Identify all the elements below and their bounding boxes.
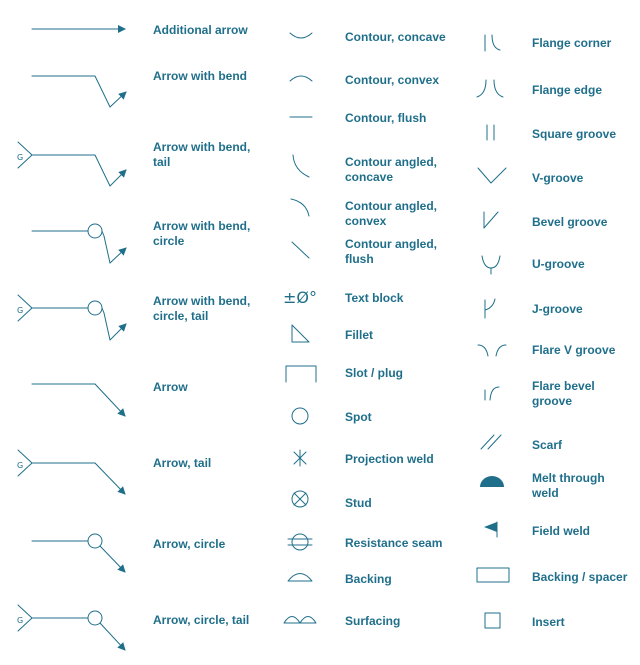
square-groove-icon[interactable] [487, 125, 494, 140]
label-flare-bevel-groove: Flare bevel groove [532, 379, 595, 408]
stud-icon[interactable] [292, 491, 308, 507]
label-backing: Backing [345, 572, 392, 586]
label-fillet: Fillet [345, 328, 374, 342]
label-j-groove: J-groove [532, 302, 583, 316]
tail-letter: G [17, 306, 24, 315]
text-block-symbols: ±Ø° [283, 288, 317, 307]
label-u-groove: U-groove [532, 257, 585, 271]
arrow-with-bend-tail-icon[interactable] [17, 142, 126, 186]
arrow-with-bend-circle-tail-icon[interactable] [17, 295, 126, 340]
label-scarf: Scarf [532, 438, 563, 452]
label-arrow-tail: Arrow, tail [153, 456, 212, 470]
contour-convex-icon[interactable] [290, 76, 312, 81]
label-contour-angled-flush: Contour angled, flush [345, 237, 437, 266]
label-surfacing: Surfacing [345, 614, 401, 628]
label-field-weld: Field weld [532, 524, 591, 538]
label-additional-arrow: Additional arrow [153, 23, 248, 37]
label-bevel-groove: Bevel groove [532, 215, 608, 229]
contour-angled-convex-icon[interactable] [291, 199, 309, 216]
spot-icon[interactable] [292, 408, 308, 424]
label-spot: Spot [345, 410, 372, 424]
label-insert: Insert [532, 615, 565, 629]
flange-corner-icon[interactable] [485, 35, 500, 51]
tail-letter: G [17, 461, 24, 470]
projection-weld-icon[interactable] [294, 450, 306, 466]
backing-icon[interactable] [288, 574, 312, 582]
label-arrow-with-bend-circle: Arrow with bend, circle [153, 219, 251, 248]
flare-v-groove-icon[interactable] [478, 345, 506, 356]
label-arrow-circle-tail: Arrow, circle, tail [153, 613, 250, 627]
label-slot-plug: Slot / plug [345, 366, 403, 380]
j-groove-icon[interactable] [485, 299, 495, 318]
label-arrow-with-bend-circle-tail: Arrow with bend, circle, tail [153, 294, 251, 323]
arrow-with-bend-icon[interactable] [32, 76, 126, 107]
arrow-with-bend-circle-icon[interactable] [32, 224, 126, 263]
label-text-block: Text block [345, 291, 404, 305]
scarf-icon[interactable] [481, 435, 501, 449]
resistance-seam-icon[interactable] [288, 534, 312, 550]
contour-angled-concave-icon[interactable] [293, 155, 309, 177]
label-flange-edge: Flange edge [532, 83, 603, 97]
slot-plug-icon[interactable] [286, 366, 316, 382]
flange-edge-icon[interactable] [477, 80, 503, 97]
tail-letter: G [17, 153, 24, 162]
label-arrow-with-bend-tail: Arrow with bend, tail [153, 140, 251, 169]
contour-angled-flush-icon[interactable] [292, 242, 309, 258]
u-groove-icon[interactable] [482, 256, 500, 274]
arrow-icon[interactable] [32, 384, 125, 416]
tail-letter: G [17, 616, 24, 625]
label-projection-weld: Projection weld [345, 452, 434, 466]
label-backing-spacer: Backing / spacer [532, 570, 628, 584]
melt-through-weld-icon[interactable] [480, 476, 504, 487]
insert-icon[interactable] [485, 613, 500, 628]
fillet-icon[interactable] [292, 325, 309, 342]
label-contour-flush: Contour, flush [345, 111, 427, 125]
field-weld-icon[interactable] [484, 522, 497, 537]
label-arrow: Arrow [153, 380, 188, 394]
label-contour-concave: Contour, concave [345, 30, 446, 44]
label-arrow-circle: Arrow, circle [153, 537, 226, 551]
surfacing-icon[interactable] [284, 617, 316, 624]
label-arrow-with-bend: Arrow with bend [153, 69, 247, 83]
label-square-groove: Square groove [532, 127, 617, 141]
label-flare-v-groove: Flare V groove [532, 343, 616, 357]
label-flange-corner: Flange corner [532, 36, 612, 50]
label-stud: Stud [345, 496, 372, 510]
flare-bevel-groove-icon[interactable] [485, 387, 499, 400]
label-resistance-seam: Resistance seam [345, 536, 443, 550]
text-block-icon[interactable] [283, 288, 317, 307]
label-contour-convex: Contour, convex [345, 73, 440, 87]
arrow-circle-tail-icon[interactable] [17, 605, 125, 650]
backing-spacer-icon[interactable] [477, 568, 509, 582]
label-melt-through-weld: Melt through weld [532, 471, 605, 500]
label-v-groove: V-groove [532, 171, 584, 185]
contour-concave-icon[interactable] [290, 33, 312, 38]
label-contour-angled-convex: Contour angled, convex [345, 199, 437, 228]
label-contour-angled-concave: Contour angled, concave [345, 155, 437, 184]
bevel-groove-icon[interactable] [484, 212, 498, 228]
v-groove-icon[interactable] [478, 168, 506, 183]
arrow-tail-icon[interactable] [17, 450, 125, 494]
arrow-circle-icon[interactable] [32, 534, 125, 572]
